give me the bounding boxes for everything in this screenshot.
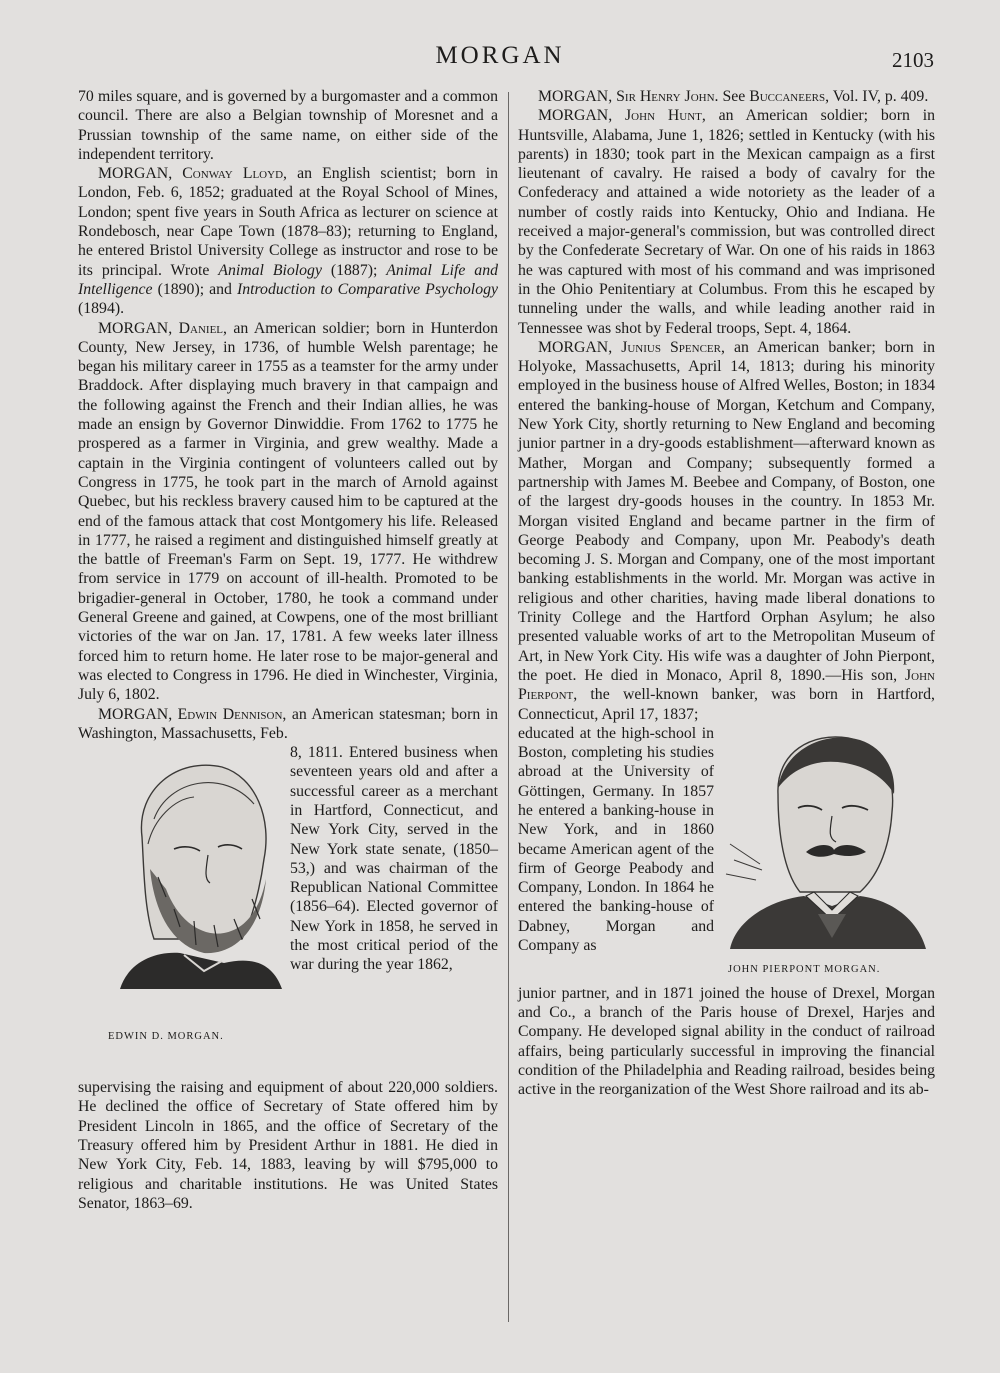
caption-john-pierpont-morgan: JOHN PIERPONT MORGAN. (728, 963, 881, 975)
book-title: Animal Biology (218, 261, 322, 279)
entry-headword: MORGAN, (98, 705, 173, 723)
entry-name: Junius Spencer (621, 338, 721, 356)
figure-john-pierpont-morgan (714, 724, 935, 984)
entry-junius-spencer-morgan (518, 338, 935, 724)
entry-conway-lloyd-morgan (78, 164, 498, 318)
entry-john-hunt-morgan (518, 106, 935, 338)
entry-henry-john-morgan (518, 87, 935, 106)
entry-edwin-morgan (78, 705, 498, 744)
portrait-edwin-morgan (114, 749, 284, 989)
figure-wrap-block (78, 743, 498, 1078)
entry-text: (1894). (78, 300, 125, 318)
entry-text: , an American soldier; born in Hunterdon County, New Jersey, in 1736, of humble Welsh parentage; he began his military career in 1755 as a teamster for the army under Braddock. After displaying much bravery in that campaign and the following against the French and their Indian allies, he was made an ensign by Governor Dinwiddie. From 1762 to 1775 he prospered as a farmer in Virginia, and grew wealthy. Made a captain in the Virginia contingent of volunteers called out by Congress in 1775, he took part in the march of Arnold against Quebec, but his reckless bravery caused him to be captured at the end of the famous attack that cost Montgomery his life. Released in 1777, he raised a regiment and distinguished himself greatly at the battle of Freeman's Farm on Sept. 19, 1777. He withdrew from service in 1779 on account of ill-health. Promoted to be brigadier-general in October, 1780, he took a command under General Greene and gained, at Cowpens, one of the most brilliant victories of the war on Jan. 17, 1781. A few weeks later illness forced him to return home. He later rose to be major-general and was elected to Congress in 1796. He died in Winchester, Virginia, July 6, 1802. (78, 319, 499, 704)
entry-headword: MORGAN, (538, 88, 613, 105)
entry-headword: MORGAN, (98, 165, 173, 183)
figure-wrap-block (518, 724, 935, 984)
portrait-john-pierpont-morgan (720, 724, 930, 949)
caption-edwin-morgan: EDWIN D. MORGAN. (108, 1031, 224, 1043)
page-header (0, 42, 1000, 82)
entry-text-continued: supervising the raising and equipment of about 220,000 soldiers. He declined the office of Secretary of State offered him by President Lincoln in 1865, and the office of Secretary of the Treasury offered him by President Arthur in 1881. He died in New York City, Feb. 14, 1883, leaving by will $795,000 to religious and charitable institutions. He was United States Senator, 1863–69. (78, 1079, 498, 1212)
entry-text: , an American soldier; born in Huntsville, Alabama, June 1, 1826; settled in Kentucky (with his parents) in 1830; took part in the Mexican campaign as a first lieutenant of cavalry. He raised a body of cavalry for the Confederacy and attained a wide notoriety as the leader of a number of costly raids into Kentucky, Ohio and Indiana. He received a major-general's commission, but was controlled direct by the Confederate Secretary of War. On one of his raids in 1863 he was captured with most of his command and was imprisoned in the Ohio Penitentiary at Columbus. From this he escaped by tunneling under the walls, and while leading another raid in Tennessee was shot by Federal troops, Sept. 4, 1864. (518, 107, 935, 337)
entry-text: , an American banker; born in Holyoke, Massachusetts, April 14, 1813; during his minority employed in the business house of Alfred Welles, Boston; in 1834 entered the banking-house of Morgan, Ketchum and Company, New York City, shortly returning to New England and becoming junior partner in a dry-goods establishment—afterward known as Mather, Morgan and Company; subsequently formed a partnership with James M. Beebee and Company, of Boston, one of the largest dry-goods houses in the country. In 1853 Mr. Morgan visited England and became partner in the firm of George Peabody and Company, upon Mr. Peabody's death becoming J. S. Morgan and Company, one of the most important banking establishments in the world. Mr. Morgan was active in religious and other charities, having made liberal donations to Trinity College and the Hartford Orphan Asylum; he also presented valuable works of art to the Metropolitan Museum of Art, in New York City. His wife was a daughter of John Pierpont, the poet. He died in Monaco, April 8, 1890.—His son, (518, 338, 936, 684)
entry-name: Sir Henry John (616, 88, 715, 105)
entry-text: , the well-known banker, was born in Hartford, Connecticut, April 17, 1837; (518, 686, 935, 723)
entry-text: , Vol. IV, p. 409. (825, 88, 929, 105)
running-head: MORGAN (435, 42, 565, 69)
entry-text-continued: junior partner, and in 1871 joined the house of Drexel, Morgan and Co., a branch of the Paris house of Drexel, Harjes and Company. He developed signal ability in the conduct of railroad affairs, being particularly successful in improving the financial condition of the Philadelphia and Reading railroad, besides being active in the reorganization of the West Shore railroad and its ab- (518, 984, 935, 1099)
continued-paragraph: 70 miles square, and is governed by a burgomaster and a common council. There are also a Belgian township of Moresnet and a Prussian township of the same name, on either side of the independent territory. (78, 88, 498, 163)
entry-text: . See (714, 88, 750, 105)
right-column (518, 87, 935, 1100)
entry-text-wrapped: 8, 1811. Entered business when seventeen years old and after a successful career as a merchant in Hartford, Connecticut, and New York City, served in the New York state senate, (1850–53,) and was chairman of the Republican National Committee (1856–64). Elected governor of New York in 1858, he served in the most critical period of the war during the year 1862, (290, 744, 498, 974)
entry-name: Daniel (178, 319, 224, 337)
entry-name: Edwin Dennison (177, 705, 283, 723)
entry-headword: MORGAN, (538, 338, 613, 356)
book-title: Introduction to Comparative Psychology (236, 280, 498, 298)
entry-headword: MORGAN, (538, 107, 613, 125)
entry-text: , an English scientist; born in London, Feb. 6, 1852; graduated at the Royal School of Mines, London; spent five years in South Africa as lecturer on science at Rondebosch, near Cape Town (1878–83); returning to England, he entered Bristol University College as instructor and rose to be its principal. Wrote (78, 165, 499, 279)
entry-name: John Hunt (625, 107, 702, 125)
figure-edwin-morgan (78, 743, 290, 1078)
book-title: Animal Life and Intelligence (78, 261, 498, 298)
entry-text: (1887); (321, 261, 387, 279)
entry-name: Conway Lloyd (182, 165, 284, 183)
entry-headword: MORGAN, (98, 319, 173, 337)
entry-text: (1890); and (152, 280, 237, 298)
entry-text: , an American statesman; born in Washington, Massachusetts, Feb. (78, 705, 498, 742)
entry-name: John Pierpont (518, 666, 935, 704)
cross-reference: Buccaneers (749, 88, 826, 105)
entry-daniel-morgan (78, 319, 498, 705)
column-divider (508, 92, 509, 1322)
entry-text-wrapped: educated at the high-school in Boston, completing his studies abroad at the University of Göttingen, Germany. In 1857 he entered a banking-house in New York, and in 1860 became American agent of the firm of George Peabody and Company, London. In 1864 he entered the banking-house of Dabney, Morgan and Company as (518, 724, 714, 955)
page-number: 2103 (892, 48, 934, 72)
left-column (78, 87, 498, 1213)
